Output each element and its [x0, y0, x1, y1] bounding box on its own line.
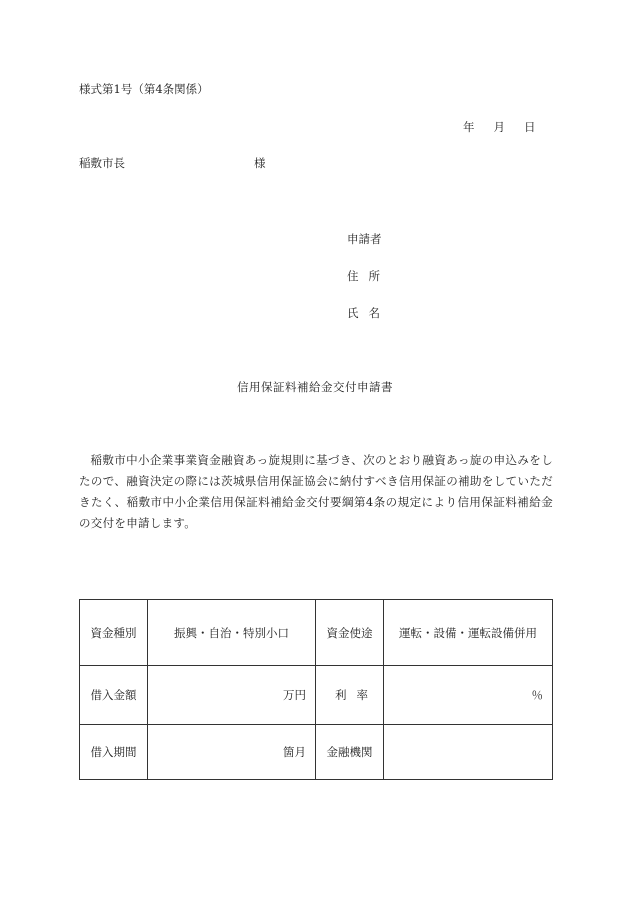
applicant-label: 申請者	[347, 232, 382, 246]
fund-use-value: 運転・設備・運転設備併用	[384, 600, 553, 666]
table-row-loan-period	[80, 725, 553, 780]
document-title: 信用保証料補給金交付申請書	[237, 380, 393, 394]
date-day-label: 日	[524, 120, 536, 134]
address-label: 住所	[347, 269, 390, 283]
addressee-suffix: 様	[254, 156, 266, 170]
fund-use-label: 資金使途	[316, 600, 384, 666]
loan-info-table	[79, 599, 553, 780]
loan-amount-label: 借入金額	[80, 666, 148, 725]
date-line	[463, 119, 536, 135]
loan-period-label: 借入期間	[80, 725, 148, 780]
interest-rate-value: ％	[384, 666, 553, 725]
addressee-name: 稲敷市長	[79, 156, 125, 170]
table-row-loan-amount	[80, 666, 553, 725]
form-number: 様式第1号（第4条関係）	[79, 82, 209, 96]
date-year-label: 年	[463, 120, 475, 134]
date-month-label: 月	[493, 120, 505, 134]
financial-institution-label: 金融機関	[316, 725, 384, 780]
table-row-fund-type	[80, 600, 553, 666]
loan-amount-value: 万円	[148, 666, 316, 725]
interest-rate-label: 利率	[316, 666, 384, 725]
body-paragraph: 稲敷市中小企業事業資金融資あっ旋規則に基づき、次のとおり融資あっ旋の申込みをしたので、融資決定の際には茨城県信用保証協会に納付すべき信用保証の補助をしていただきたく、稲敷市中小企業信用保証料補給金交付要綱第4条の規定により信用保証料補給金の交付を申請します。	[79, 453, 553, 530]
fund-type-label: 資金種別	[80, 600, 148, 666]
fund-type-value: 振興・自治・特別小口	[148, 600, 316, 666]
financial-institution-value	[384, 725, 553, 780]
name-label: 氏名	[347, 306, 390, 320]
loan-period-value: 箇月	[148, 725, 316, 780]
